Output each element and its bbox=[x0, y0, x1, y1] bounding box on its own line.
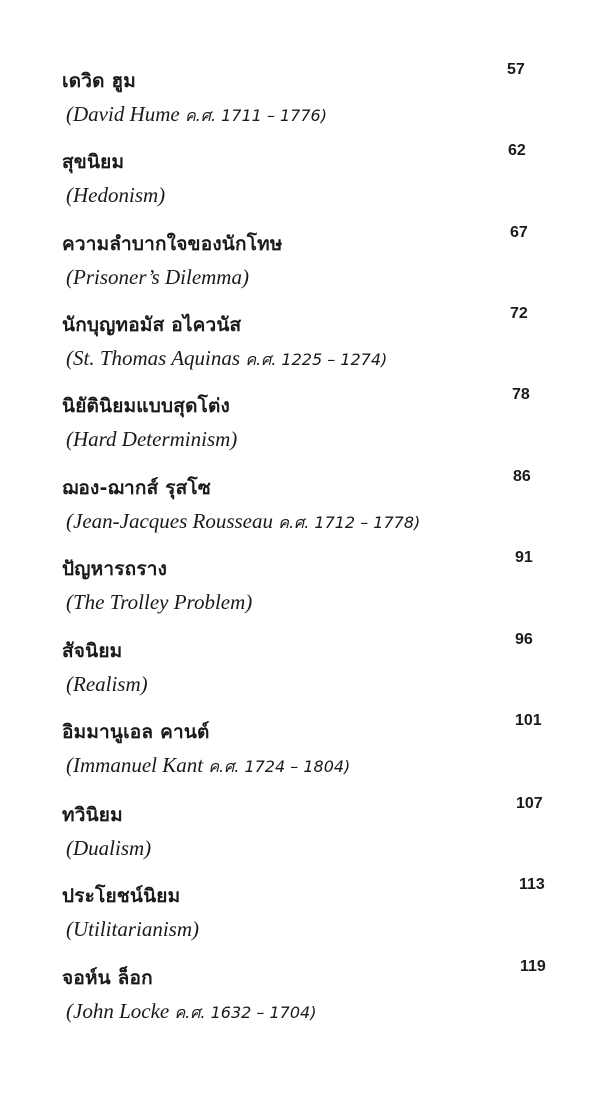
entry-title: ความลำบากใจของนักโทษ bbox=[62, 233, 283, 255]
entry-title: นักบุญทอมัส อไควนัส bbox=[62, 314, 242, 336]
entry-subtitle bbox=[66, 509, 420, 536]
entry-dates: ค.ศ. 1712 – 1778) bbox=[278, 513, 421, 532]
page-number: 101 bbox=[515, 712, 542, 729]
page-number: 86 bbox=[513, 468, 531, 485]
entry-dates: ค.ศ. 1632 – 1704) bbox=[174, 1003, 317, 1022]
entry-title: ประโยชน์นิยม bbox=[62, 885, 181, 907]
page-number: 57 bbox=[507, 61, 525, 78]
entry-subtitle bbox=[66, 183, 165, 208]
toc-entry bbox=[0, 876, 600, 969]
page-number: 107 bbox=[516, 795, 543, 812]
entry-subtitle bbox=[66, 999, 316, 1026]
entry-dates: ค.ศ. 1711 – 1776) bbox=[184, 106, 327, 125]
toc-entry bbox=[0, 468, 600, 561]
subtitle-text: (Jean-Jacques Rousseau bbox=[66, 509, 274, 533]
entry-title: สุขนิยม bbox=[62, 151, 125, 173]
toc-entry bbox=[0, 712, 600, 805]
entry-subtitle bbox=[66, 427, 237, 452]
entry-subtitle bbox=[66, 672, 148, 697]
entry-subtitle bbox=[66, 346, 387, 373]
subtitle-text: (Immanuel Kant bbox=[66, 753, 204, 777]
subtitle-text: (Hedonism) bbox=[66, 183, 166, 207]
entry-title: สัจนิยม bbox=[62, 640, 123, 662]
entry-title: อิมมานูเอล คานต์ bbox=[62, 721, 210, 743]
toc-entry bbox=[0, 631, 600, 724]
page-number: 91 bbox=[515, 549, 533, 566]
entry-title: นิยัตินิยมแบบสุดโต่ง bbox=[62, 395, 231, 417]
page-number: 78 bbox=[512, 386, 530, 403]
subtitle-text: (Hard Determinism) bbox=[66, 427, 238, 451]
page-number: 119 bbox=[520, 958, 546, 975]
entry-subtitle bbox=[66, 102, 327, 129]
entry-subtitle bbox=[66, 265, 249, 290]
entry-subtitle bbox=[66, 917, 199, 942]
entry-dates: ค.ศ. 1225 – 1274) bbox=[245, 350, 388, 369]
entry-subtitle bbox=[66, 753, 350, 780]
subtitle-text: (David Hume bbox=[66, 102, 180, 126]
entry-dates: ค.ศ. 1724 – 1804) bbox=[208, 757, 351, 776]
subtitle-text: (St. Thomas Aquinas bbox=[66, 346, 241, 370]
toc-entry bbox=[0, 795, 600, 888]
toc-entry bbox=[0, 549, 600, 642]
page-number: 113 bbox=[519, 876, 545, 893]
subtitle-text: (John Locke bbox=[66, 999, 170, 1023]
toc-entry bbox=[0, 958, 600, 1051]
subtitle-text: (Prisoner’s Dilemma) bbox=[66, 265, 249, 289]
entry-title: ฌอง-ฌากส์ รุสโซ bbox=[62, 477, 211, 499]
page-number: 96 bbox=[515, 631, 533, 648]
entry-title: ทวินิยม bbox=[62, 804, 123, 826]
entry-subtitle bbox=[66, 836, 151, 861]
entry-title: จอห์น ล็อก bbox=[62, 967, 153, 989]
page-number: 72 bbox=[510, 305, 528, 322]
entry-title: เดวิด ฮูม bbox=[62, 70, 136, 92]
toc-entry bbox=[0, 386, 600, 479]
entry-subtitle bbox=[66, 590, 252, 615]
toc-entry bbox=[0, 305, 600, 398]
subtitle-text: (Utilitarianism) bbox=[66, 917, 200, 941]
page-number: 67 bbox=[510, 224, 528, 241]
subtitle-text: (Realism) bbox=[66, 672, 148, 696]
subtitle-text: (The Trolley Problem) bbox=[66, 590, 253, 614]
page-number: 62 bbox=[508, 142, 526, 159]
toc-entry bbox=[0, 142, 600, 235]
entry-title: ปัญหารถราง bbox=[62, 558, 168, 580]
subtitle-text: (Dualism) bbox=[66, 836, 152, 860]
